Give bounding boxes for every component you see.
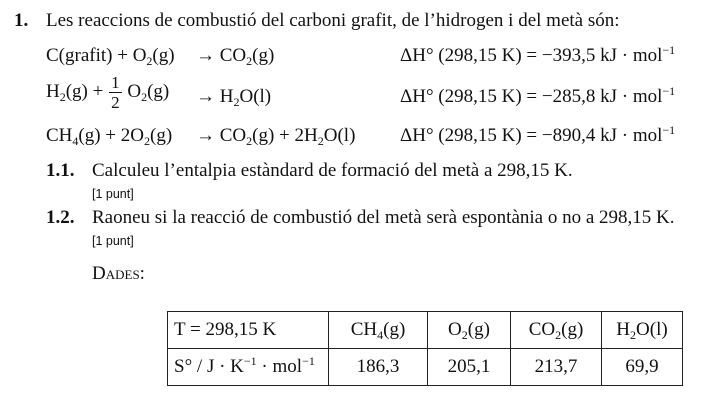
subquestion-2-points: [1 punt] bbox=[92, 234, 134, 248]
species-h2o: $H_2O(l)$ bbox=[602, 312, 683, 349]
subquestion-2-text: Raoneu si la reacció de combustió del metà serà espontània o no a 298,15 K. bbox=[92, 207, 675, 228]
species-o2: $O_2(g)$ bbox=[428, 312, 511, 349]
entropy-unit-label: $S^\circ / J \cdot K^{-1} \cdot mol^{-1}$ bbox=[168, 349, 329, 386]
table-value-row bbox=[168, 349, 683, 386]
dades-label: Dades: bbox=[92, 263, 145, 284]
reaction-1-equation: C(grafit) + $O_2(g)$ bbox=[46, 45, 175, 68]
subquestion-1-points: [1 punt] bbox=[92, 187, 134, 201]
entropy-table bbox=[167, 311, 683, 386]
value-co2: 213,7 bbox=[511, 349, 602, 386]
temperature-cell: T = 298,15 K bbox=[168, 312, 329, 349]
table-header-row bbox=[168, 312, 683, 349]
reaction-3-enthalpy: ΔH° (298,15 K) = −890,4 kJ · mol$^{-1}$ bbox=[400, 123, 676, 146]
value-h2o: 69,9 bbox=[602, 349, 683, 386]
species-ch4: $CH_4(g)$ bbox=[329, 312, 428, 349]
value-o2: 205,1 bbox=[428, 349, 511, 386]
question-number: 1. bbox=[14, 10, 29, 31]
subquestion-1-text: Calculeu l’entalpia estàndard de formació del metà a 298,15 K. bbox=[92, 160, 573, 181]
reaction-2-products: → $H_2O(l)$ bbox=[196, 86, 272, 109]
subquestion-2-number: 1.2. bbox=[46, 207, 75, 228]
reaction-3-products: → $CO_2(g) + 2H_2O(l)$ bbox=[196, 125, 356, 148]
reaction-1-products: → $CO_2(g)$ bbox=[196, 45, 275, 68]
reaction-2-equation: $H_2(g)$ + $\frac{1}{2}$ $O_2(g)$ bbox=[46, 73, 170, 112]
value-ch4: 186,3 bbox=[329, 349, 428, 386]
reaction-2-enthalpy: ΔH° (298,15 K) = −285,8 kJ · mol$^{-1}$ bbox=[400, 84, 676, 107]
subquestion-1-number: 1.1. bbox=[46, 160, 75, 181]
species-co2: $CO_2(g)$ bbox=[511, 312, 602, 349]
reaction-3-equation: $CH_4(g) + 2O_2(g)$ bbox=[46, 125, 173, 148]
reaction-1-enthalpy: ΔH° (298,15 K) = −393,5 kJ · mol$^{-1}$ bbox=[400, 43, 676, 66]
question-intro: Les reaccions de combustió del carboni grafit, de l’hidrogen i del metà són: bbox=[46, 10, 620, 31]
